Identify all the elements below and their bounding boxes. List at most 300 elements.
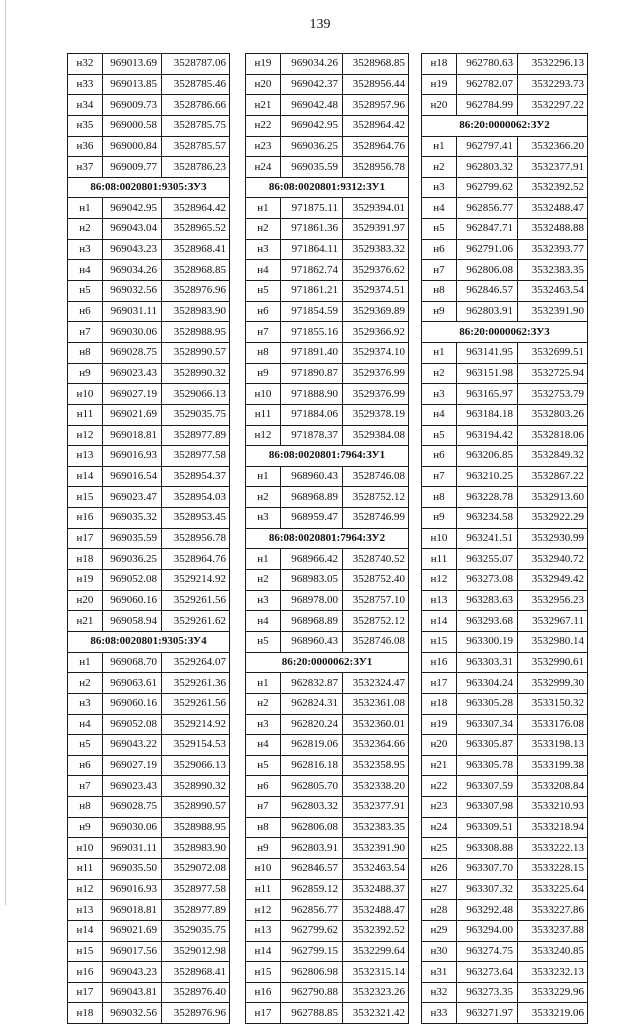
table-row	[68, 590, 230, 611]
y-coordinate-cell: 3528787.06	[162, 54, 230, 75]
y-coordinate-cell: 3528746.99	[343, 508, 409, 529]
point-label-cell: н8	[68, 342, 103, 363]
x-coordinate-cell: 963234.58	[457, 508, 518, 529]
y-coordinate-cell: 3532338.20	[343, 776, 409, 797]
y-coordinate-cell: 3529012.98	[162, 941, 230, 962]
x-coordinate-cell: 969009.77	[103, 157, 162, 178]
point-label-cell: н20	[68, 590, 103, 611]
y-coordinate-cell: 3528990.57	[162, 797, 230, 818]
point-label-cell: н18	[422, 693, 457, 714]
point-label-cell: н18	[68, 1003, 103, 1024]
x-coordinate-cell: 963307.70	[457, 858, 518, 879]
table-row	[422, 590, 588, 611]
table-row	[422, 301, 588, 322]
point-label-cell: н2	[246, 570, 281, 591]
point-label-cell: н23	[246, 136, 281, 157]
point-label-cell: н6	[246, 301, 281, 322]
point-label-cell: н16	[246, 982, 281, 1003]
table-row	[422, 136, 588, 157]
table-row	[422, 384, 588, 405]
table-row	[68, 342, 230, 363]
x-coordinate-cell: 969009.73	[103, 95, 162, 116]
table-row	[246, 301, 409, 322]
y-coordinate-cell: 3529383.32	[343, 239, 409, 260]
point-label-cell: н1	[246, 466, 281, 487]
table-row	[68, 487, 230, 508]
x-coordinate-cell: 969043.04	[103, 219, 162, 240]
y-coordinate-cell: 3532913.60	[518, 487, 588, 508]
y-coordinate-cell: 3529391.97	[343, 219, 409, 240]
y-coordinate-cell: 3532488.88	[518, 219, 588, 240]
table-row	[246, 198, 409, 219]
point-label-cell: н10	[68, 838, 103, 859]
table-row	[246, 920, 409, 941]
point-label-cell: н9	[246, 363, 281, 384]
table-row	[246, 425, 409, 446]
point-label-cell: н1	[246, 549, 281, 570]
table-row	[246, 797, 409, 818]
y-coordinate-cell: 3528746.08	[343, 466, 409, 487]
y-coordinate-cell: 3528957.96	[343, 95, 409, 116]
x-coordinate-cell: 969000.84	[103, 136, 162, 157]
point-label-cell: н21	[68, 611, 103, 632]
y-coordinate-cell: 3529261.56	[162, 590, 230, 611]
x-coordinate-cell: 963307.59	[457, 776, 518, 797]
point-label-cell: н7	[246, 797, 281, 818]
y-coordinate-cell: 3528990.57	[162, 342, 230, 363]
point-label-cell: н1	[68, 652, 103, 673]
y-coordinate-cell: 3529376.99	[343, 384, 409, 405]
x-coordinate-cell: 971862.74	[281, 260, 343, 281]
x-coordinate-cell: 962856.77	[281, 900, 343, 921]
y-coordinate-cell: 3532803.26	[518, 404, 588, 425]
y-coordinate-cell: 3532463.54	[343, 858, 409, 879]
y-coordinate-cell: 3532293.73	[518, 74, 588, 95]
point-label-cell: н3	[68, 239, 103, 260]
point-label-cell: н9	[68, 817, 103, 838]
point-label-cell: н1	[246, 198, 281, 219]
point-label-cell: н21	[246, 95, 281, 116]
y-coordinate-cell: 3528956.44	[343, 74, 409, 95]
x-coordinate-cell: 969034.26	[103, 260, 162, 281]
x-coordinate-cell: 969017.56	[103, 941, 162, 962]
table-row	[246, 342, 409, 363]
table-row	[422, 549, 588, 570]
table-row	[68, 260, 230, 281]
point-label-cell: н2	[246, 693, 281, 714]
table-row	[422, 508, 588, 529]
point-label-cell: н29	[422, 920, 457, 941]
point-label-cell: н7	[68, 776, 103, 797]
x-coordinate-cell: 969052.08	[103, 570, 162, 591]
x-coordinate-cell: 963309.51	[457, 817, 518, 838]
table-row	[68, 322, 230, 343]
point-label-cell: н12	[246, 425, 281, 446]
table-row	[422, 487, 588, 508]
x-coordinate-cell: 962803.91	[281, 838, 343, 859]
x-coordinate-cell: 962846.57	[457, 281, 518, 302]
y-coordinate-cell: 3532725.94	[518, 363, 588, 384]
point-label-cell: н11	[68, 404, 103, 425]
x-coordinate-cell: 963300.19	[457, 631, 518, 652]
x-coordinate-cell: 969043.81	[103, 982, 162, 1003]
x-coordinate-cell: 962805.70	[281, 776, 343, 797]
table-row	[68, 404, 230, 425]
y-coordinate-cell: 3529066.13	[162, 384, 230, 405]
y-coordinate-cell: 3532377.91	[518, 157, 588, 178]
y-coordinate-cell: 3528964.76	[162, 549, 230, 570]
table-row	[422, 631, 588, 652]
point-label-cell: н6	[68, 755, 103, 776]
table-row	[246, 755, 409, 776]
x-coordinate-cell: 969023.47	[103, 487, 162, 508]
table-row	[246, 260, 409, 281]
y-coordinate-cell: 3533237.88	[518, 920, 588, 941]
table-row	[422, 528, 588, 549]
parcel-cadastral-number: 86:08:0020801:7964:ЗУ1	[246, 446, 409, 467]
y-coordinate-cell: 3528752.12	[343, 487, 409, 508]
y-coordinate-cell: 3528740.52	[343, 549, 409, 570]
table-row	[246, 962, 409, 983]
point-label-cell: н17	[246, 1003, 281, 1024]
y-coordinate-cell: 3533208.84	[518, 776, 588, 797]
y-coordinate-cell: 3529072.08	[162, 858, 230, 879]
table-row	[68, 879, 230, 900]
x-coordinate-cell: 969016.93	[103, 879, 162, 900]
y-coordinate-cell: 3532377.91	[343, 797, 409, 818]
point-label-cell: н3	[246, 239, 281, 260]
parcel-header-row	[246, 652, 409, 673]
x-coordinate-cell: 968968.89	[281, 487, 343, 508]
y-coordinate-cell: 3532392.52	[343, 920, 409, 941]
x-coordinate-cell: 971890.87	[281, 363, 343, 384]
point-label-cell: н8	[68, 797, 103, 818]
y-coordinate-cell: 3528954.37	[162, 466, 230, 487]
table-row	[246, 982, 409, 1003]
point-label-cell: н5	[246, 281, 281, 302]
x-coordinate-cell: 963151.98	[457, 363, 518, 384]
y-coordinate-cell: 3532488.47	[343, 900, 409, 921]
table-row	[422, 74, 588, 95]
x-coordinate-cell: 963305.28	[457, 693, 518, 714]
point-label-cell: н6	[422, 446, 457, 467]
table-row	[246, 466, 409, 487]
table-row	[68, 363, 230, 384]
point-label-cell: н16	[68, 508, 103, 529]
parcel-header-row	[246, 528, 409, 549]
y-coordinate-cell: 3528786.66	[162, 95, 230, 116]
x-coordinate-cell: 969043.23	[103, 239, 162, 260]
y-coordinate-cell: 3532956.23	[518, 590, 588, 611]
x-coordinate-cell: 969023.43	[103, 363, 162, 384]
y-coordinate-cell: 3528990.32	[162, 776, 230, 797]
x-coordinate-cell: 963273.35	[457, 982, 518, 1003]
table-row	[246, 900, 409, 921]
point-label-cell: н35	[68, 115, 103, 136]
point-label-cell: н10	[246, 858, 281, 879]
point-label-cell: н5	[68, 735, 103, 756]
table-row	[246, 673, 409, 694]
x-coordinate-cell: 962799.15	[281, 941, 343, 962]
table-row	[246, 115, 409, 136]
x-coordinate-cell: 969032.56	[103, 1003, 162, 1024]
parcel-cadastral-number: 86:08:0020801:9305:ЗУ4	[68, 631, 230, 652]
x-coordinate-cell: 971888.90	[281, 384, 343, 405]
table-row	[68, 54, 230, 75]
x-coordinate-cell: 969031.11	[103, 301, 162, 322]
x-coordinate-cell: 968960.43	[281, 631, 343, 652]
point-label-cell: н12	[68, 425, 103, 446]
table-row	[422, 446, 588, 467]
y-coordinate-cell: 3533150.32	[518, 693, 588, 714]
table-row	[422, 982, 588, 1003]
point-label-cell: н17	[68, 982, 103, 1003]
x-coordinate-cell: 963305.87	[457, 735, 518, 756]
point-label-cell: н5	[422, 425, 457, 446]
table-row	[246, 508, 409, 529]
y-coordinate-cell: 3532849.32	[518, 446, 588, 467]
y-coordinate-cell: 3528752.40	[343, 570, 409, 591]
table-row	[246, 776, 409, 797]
x-coordinate-cell: 969031.11	[103, 838, 162, 859]
coordinates-table-column-1	[67, 53, 230, 1024]
table-row	[422, 570, 588, 591]
y-coordinate-cell: 3529374.10	[343, 342, 409, 363]
x-coordinate-cell: 969021.69	[103, 404, 162, 425]
x-coordinate-cell: 971878.37	[281, 425, 343, 446]
x-coordinate-cell: 962791.06	[457, 239, 518, 260]
y-coordinate-cell: 3528976.96	[162, 281, 230, 302]
point-label-cell: н22	[422, 776, 457, 797]
y-coordinate-cell: 3532321.42	[343, 1003, 409, 1024]
y-coordinate-cell: 3533198.13	[518, 735, 588, 756]
table-row	[246, 570, 409, 591]
table-row	[422, 363, 588, 384]
x-coordinate-cell: 969035.32	[103, 508, 162, 529]
table-row	[246, 879, 409, 900]
y-coordinate-cell: 3529035.75	[162, 920, 230, 941]
table-row	[422, 95, 588, 116]
x-coordinate-cell: 969042.95	[103, 198, 162, 219]
y-coordinate-cell: 3529035.75	[162, 404, 230, 425]
scan-edge-line	[5, 0, 6, 905]
parcel-header-row	[422, 322, 588, 343]
point-label-cell: н7	[246, 322, 281, 343]
x-coordinate-cell: 963241.51	[457, 528, 518, 549]
x-coordinate-cell: 963274.75	[457, 941, 518, 962]
x-coordinate-cell: 969036.25	[281, 136, 343, 157]
point-label-cell: н6	[246, 776, 281, 797]
point-label-cell: н20	[422, 95, 457, 116]
parcel-header-row	[422, 115, 588, 136]
x-coordinate-cell: 968983.05	[281, 570, 343, 591]
x-coordinate-cell: 969016.54	[103, 466, 162, 487]
point-label-cell: н31	[422, 962, 457, 983]
point-label-cell: н1	[422, 136, 457, 157]
table-row	[422, 425, 588, 446]
table-row	[68, 693, 230, 714]
point-label-cell: н18	[422, 54, 457, 75]
x-coordinate-cell: 963273.08	[457, 570, 518, 591]
point-label-cell: н3	[246, 714, 281, 735]
y-coordinate-cell: 3528953.45	[162, 508, 230, 529]
table-row	[68, 570, 230, 591]
point-label-cell: н3	[422, 177, 457, 198]
table-row	[422, 219, 588, 240]
point-label-cell: н3	[422, 384, 457, 405]
table-row	[422, 755, 588, 776]
point-label-cell: н17	[422, 673, 457, 694]
coordinates-table	[245, 53, 409, 1024]
y-coordinate-cell: 3532324.47	[343, 673, 409, 694]
table-row	[68, 281, 230, 302]
point-label-cell: н4	[68, 260, 103, 281]
x-coordinate-cell: 962820.24	[281, 714, 343, 735]
x-coordinate-cell: 969060.16	[103, 693, 162, 714]
y-coordinate-cell: 3532922.29	[518, 508, 588, 529]
table-row	[68, 95, 230, 116]
x-coordinate-cell: 969034.26	[281, 54, 343, 75]
point-label-cell: н24	[422, 817, 457, 838]
x-coordinate-cell: 963292.48	[457, 900, 518, 921]
point-label-cell: н14	[68, 920, 103, 941]
x-coordinate-cell: 969068.70	[103, 652, 162, 673]
point-label-cell: н23	[422, 797, 457, 818]
point-label-cell: н19	[68, 570, 103, 591]
x-coordinate-cell: 969018.81	[103, 425, 162, 446]
point-label-cell: н1	[422, 342, 457, 363]
table-row	[422, 879, 588, 900]
table-row	[422, 817, 588, 838]
y-coordinate-cell: 3528977.58	[162, 446, 230, 467]
y-coordinate-cell: 3528976.40	[162, 982, 230, 1003]
x-coordinate-cell: 962824.31	[281, 693, 343, 714]
point-label-cell: н11	[422, 549, 457, 570]
point-label-cell: н13	[68, 446, 103, 467]
point-label-cell: н36	[68, 136, 103, 157]
y-coordinate-cell: 3529066.13	[162, 755, 230, 776]
x-coordinate-cell: 962806.08	[281, 817, 343, 838]
table-row	[422, 941, 588, 962]
y-coordinate-cell: 3528746.08	[343, 631, 409, 652]
point-label-cell: н13	[246, 920, 281, 941]
x-coordinate-cell: 968959.47	[281, 508, 343, 529]
x-coordinate-cell: 971861.36	[281, 219, 343, 240]
y-coordinate-cell: 3533228.15	[518, 858, 588, 879]
point-label-cell: н5	[68, 281, 103, 302]
y-coordinate-cell: 3529261.56	[162, 693, 230, 714]
table-row	[68, 446, 230, 467]
y-coordinate-cell: 3532488.47	[518, 198, 588, 219]
y-coordinate-cell: 3532392.52	[518, 177, 588, 198]
point-label-cell: н5	[246, 631, 281, 652]
x-coordinate-cell: 969042.48	[281, 95, 343, 116]
point-label-cell: н4	[246, 611, 281, 632]
point-label-cell: н3	[68, 693, 103, 714]
y-coordinate-cell: 3529384.08	[343, 425, 409, 446]
table-row	[422, 404, 588, 425]
x-coordinate-cell: 969058.94	[103, 611, 162, 632]
table-row	[68, 219, 230, 240]
point-label-cell: н8	[422, 487, 457, 508]
point-label-cell: н10	[246, 384, 281, 405]
point-label-cell: н12	[246, 900, 281, 921]
x-coordinate-cell: 969063.61	[103, 673, 162, 694]
point-label-cell: н12	[68, 879, 103, 900]
y-coordinate-cell: 3528983.90	[162, 301, 230, 322]
x-coordinate-cell: 963206.85	[457, 446, 518, 467]
y-coordinate-cell: 3532699.51	[518, 342, 588, 363]
x-coordinate-cell: 963294.00	[457, 920, 518, 941]
parcel-cadastral-number: 86:20:0000062:ЗУ1	[246, 652, 409, 673]
table-row	[246, 322, 409, 343]
x-coordinate-cell: 962806.98	[281, 962, 343, 983]
y-coordinate-cell: 3532297.22	[518, 95, 588, 116]
table-row	[68, 776, 230, 797]
point-label-cell: н13	[422, 590, 457, 611]
table-row	[422, 693, 588, 714]
parcel-header-row	[68, 631, 230, 652]
y-coordinate-cell: 3533199.38	[518, 755, 588, 776]
y-coordinate-cell: 3533176.08	[518, 714, 588, 735]
point-label-cell: н4	[422, 404, 457, 425]
table-row	[422, 858, 588, 879]
point-label-cell: н20	[246, 74, 281, 95]
x-coordinate-cell: 962859.12	[281, 879, 343, 900]
table-row	[246, 281, 409, 302]
y-coordinate-cell: 3529214.92	[162, 570, 230, 591]
x-coordinate-cell: 969027.19	[103, 755, 162, 776]
y-coordinate-cell: 3533218.94	[518, 817, 588, 838]
point-label-cell: н9	[422, 301, 457, 322]
parcel-cadastral-number: 86:20:0000062:ЗУ2	[422, 115, 588, 136]
y-coordinate-cell: 3528785.46	[162, 74, 230, 95]
point-label-cell: н4	[246, 735, 281, 756]
table-row	[68, 755, 230, 776]
table-row	[68, 714, 230, 735]
x-coordinate-cell: 963255.07	[457, 549, 518, 570]
x-coordinate-cell: 962847.71	[457, 219, 518, 240]
y-coordinate-cell: 3528785.75	[162, 115, 230, 136]
y-coordinate-cell: 3532296.13	[518, 54, 588, 75]
x-coordinate-cell: 962846.57	[281, 858, 343, 879]
parcel-cadastral-number: 86:08:0020801:7964:ЗУ2	[246, 528, 409, 549]
x-coordinate-cell: 963308.88	[457, 838, 518, 859]
y-coordinate-cell: 3532361.08	[343, 693, 409, 714]
x-coordinate-cell: 962803.91	[457, 301, 518, 322]
y-coordinate-cell: 3529366.92	[343, 322, 409, 343]
y-coordinate-cell: 3528785.57	[162, 136, 230, 157]
x-coordinate-cell: 962799.62	[281, 920, 343, 941]
x-coordinate-cell: 962819.06	[281, 735, 343, 756]
point-label-cell: н22	[246, 115, 281, 136]
y-coordinate-cell: 3532391.90	[518, 301, 588, 322]
point-label-cell: н14	[68, 466, 103, 487]
x-coordinate-cell: 963271.97	[457, 1003, 518, 1024]
table-row	[422, 652, 588, 673]
y-coordinate-cell: 3528964.42	[343, 115, 409, 136]
table-row	[422, 177, 588, 198]
y-coordinate-cell: 3528983.90	[162, 838, 230, 859]
table-row	[68, 115, 230, 136]
parcel-header-row	[246, 177, 409, 198]
point-label-cell: н24	[246, 157, 281, 178]
table-row	[422, 735, 588, 756]
y-coordinate-cell: 3533232.13	[518, 962, 588, 983]
x-coordinate-cell: 969035.59	[281, 157, 343, 178]
x-coordinate-cell: 969013.69	[103, 54, 162, 75]
table-row	[246, 219, 409, 240]
